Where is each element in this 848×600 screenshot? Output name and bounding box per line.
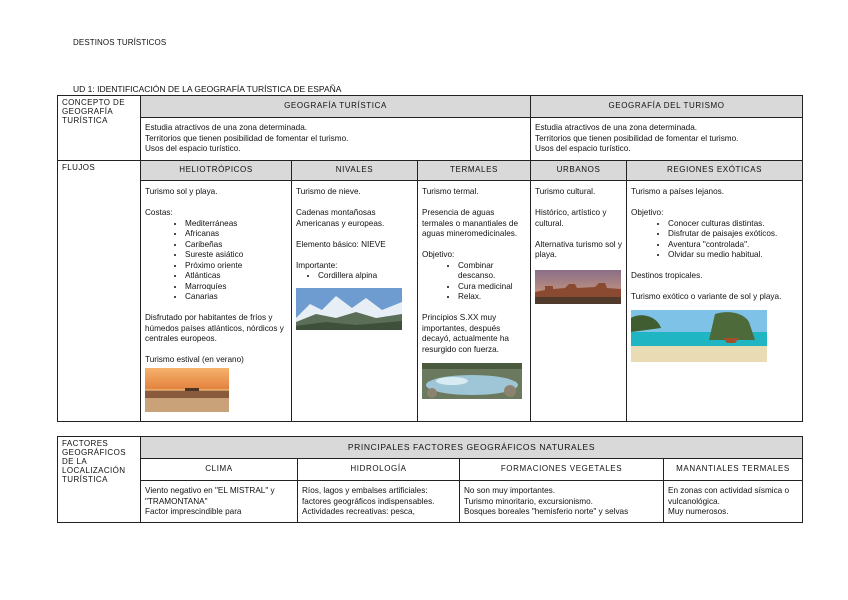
clima-header: CLIMA <box>141 459 298 481</box>
flujos-label-cell <box>58 161 141 422</box>
geo-turistica-header: GEOGRAFÍA TURÍSTICA <box>141 96 531 118</box>
termales-objetivo-list <box>422 261 526 303</box>
heliotropicos-cell <box>141 181 292 422</box>
exoticas-objetivo-list <box>631 219 798 261</box>
clima-line-1: Viento negativo en "EL MISTRAL" y "TRAMONTANA" <box>145 486 275 506</box>
urbanos-header: URBANOS <box>531 161 627 181</box>
factores-label: FACTORES GEOGRÁFICOS DE LA LOCALIZACIÓN TURÍSTICA <box>62 439 126 484</box>
geo-turismo-header: GEOGRAFÍA DEL TURISMO <box>531 96 803 118</box>
factores-label-cell <box>58 437 141 523</box>
manant-line-1: En zonas con actividad sísmica o vulcanológica. <box>668 486 790 506</box>
formaciones-vegetales-header: FORMACIONES VEGETALES <box>460 459 664 481</box>
helio-estival: Turismo estival (en verano) <box>145 355 244 364</box>
flujos-label: FLUJOS <box>62 163 96 172</box>
snowy-mountains-photo <box>296 288 402 330</box>
list-item: • Combinar descanso. <box>458 261 526 282</box>
document-title: DESTINOS TURÍSTICOS <box>73 38 167 47</box>
tropical-beach-photo <box>631 310 767 362</box>
geo-turismo-line-1: Estudia atractivos de una zona determinada. <box>535 123 698 132</box>
principales-factores-header: PRINCIPALES FACTORES GEOGRÁFICOS NATURALES <box>141 437 803 459</box>
list-item: • Disfrutar de paisajes exóticos. <box>668 229 798 240</box>
termales-cell <box>418 181 531 422</box>
list-item: • Conocer culturas distintas. <box>668 219 798 230</box>
list-item: • Sureste asiático <box>185 250 287 261</box>
list-item: • Próximo oriente <box>185 261 287 272</box>
nivales-importante-list <box>296 271 413 282</box>
nivales-header: NIVALES <box>292 161 418 181</box>
veget-line-3: Bosques boreales "hemisferio norte" y selvas <box>464 507 629 516</box>
unit-title: UD 1: IDENTIFICACIÓN DE LA GEOGRAFÍA TURÍSTICA DE ESPAÑA <box>73 84 342 94</box>
list-item: • Africanas <box>185 229 287 240</box>
clima-line-2: Factor imprescindible para <box>145 507 242 516</box>
hidrologia-cell <box>298 481 460 523</box>
list-item: • Mediterráneas <box>185 219 287 230</box>
nivales-cell <box>292 181 418 422</box>
nivales-importante-label: Importante: <box>296 260 338 270</box>
sunset-beach-photo <box>145 368 229 412</box>
exoticas-destinos: Destinos tropicales. <box>631 271 703 280</box>
helio-intro: Turismo sol y playa. <box>145 187 218 196</box>
urbanos-intro: Turismo cultural. <box>535 187 596 196</box>
termales-objetivo-label: Objetivo: <box>422 250 455 259</box>
termales-intro: Turismo termal. <box>422 187 479 196</box>
list-item: • Atlánticas <box>185 271 287 282</box>
hidrologia-header: HIDROLOGÍA <box>298 459 460 481</box>
geo-turismo-cell <box>531 118 803 161</box>
list-item: • Cura medicinal <box>458 282 526 293</box>
geo-turistica-line-1: Estudia atractivos de una zona determinada. <box>145 123 308 132</box>
termales-header: TERMALES <box>418 161 531 181</box>
manant-line-2: Muy numerosos. <box>668 507 729 516</box>
list-item: • Canarias <box>185 292 287 303</box>
list-item: • Olvidar su medio habitual. <box>668 250 798 261</box>
vegetales-cell <box>460 481 664 523</box>
geography-table <box>57 95 803 422</box>
helio-disfrutado: Disfrutado por habitantes de fríos y húmedos países atlánticos, nórdicos y centrales europeos. <box>145 313 284 343</box>
factors-table <box>57 436 803 523</box>
concept-label: CONCEPTO DE GEOGRAFÍA TURÍSTICA <box>62 98 125 125</box>
list-item: • Caribeñas <box>185 240 287 251</box>
exoticas-cell <box>627 181 803 422</box>
manantiales-cell <box>664 481 803 523</box>
nivales-intro: Turismo de nieve. <box>296 187 361 196</box>
exoticas-objetivo-label: Objetivo: <box>631 208 664 217</box>
heliotropicos-header: HELIOTRÓPICOS <box>141 161 292 181</box>
exoticas-header: REGIONES EXÓTICAS <box>627 161 803 181</box>
concept-label-cell <box>58 96 141 161</box>
urbanos-cell <box>531 181 627 422</box>
veget-line-2: Turismo minoritario, excursionismo. <box>464 496 593 506</box>
nivales-cadenas: Cadenas montañosas Americanas y europeas. <box>296 208 385 228</box>
urbanos-alternativa: Alternativa turismo sol y playa. <box>535 239 622 259</box>
city-alhambra-photo <box>535 270 621 304</box>
list-item: • Cordillera alpina <box>318 271 413 282</box>
geo-turistica-cell <box>141 118 531 161</box>
list-item: • Marroquíes <box>185 282 287 293</box>
clima-cell <box>141 481 298 523</box>
helio-costas-list <box>145 219 287 303</box>
hot-spring-photo <box>422 363 522 399</box>
list-item: • Relax. <box>458 292 526 303</box>
manantiales-termales-header: MANANTIALES TERMALES <box>664 459 803 481</box>
nivales-elemento: Elemento básico: NIEVE <box>296 239 386 249</box>
exoticas-intro: Turismo a países lejanos. <box>631 187 725 196</box>
veget-line-1: No son muy importantes. <box>464 486 556 495</box>
termales-presencia: Presencia de aguas termales o manantiales de aguas mineromedicinales. <box>422 208 519 238</box>
exoticas-variante: Turismo exótico o variante de sol y playa. <box>631 292 782 301</box>
list-item: • Aventura "controlada". <box>668 240 798 251</box>
termales-principios: Principios S.XX muy importantes, después decayó, actualmente ha resurgido con fuerza. <box>422 313 509 354</box>
geo-turismo-line-3: Usos del espacio turístico. <box>535 144 631 153</box>
urbanos-historico: Histórico, artístico y cultural. <box>535 208 607 228</box>
geo-turismo-line-2: Territorios que tienen posibilidad de fomentar el turismo. <box>535 133 739 143</box>
geo-turistica-line-3: Usos del espacio turístico. <box>145 144 241 153</box>
hidro-line-2: Actividades recreativas: pesca, <box>302 507 415 516</box>
hidro-line-1: Ríos, lagos y embalses artificiales: factores geográficos indispensables. <box>302 486 435 506</box>
helio-costas-label: Costas: <box>145 208 173 217</box>
geo-turistica-line-2: Territorios que tienen posibilidad de fomentar el turismo. <box>145 133 349 143</box>
